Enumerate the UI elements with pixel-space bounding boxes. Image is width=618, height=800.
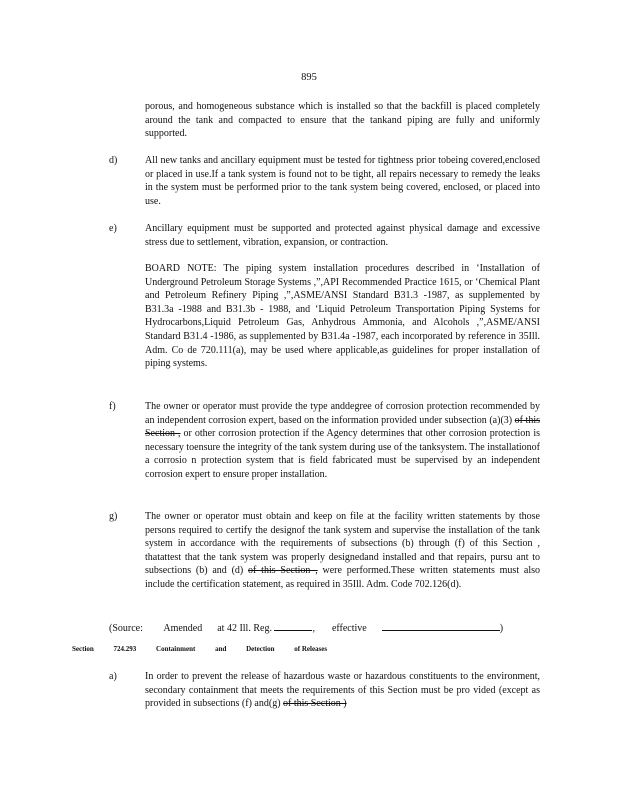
item-g-text-before: The owner or operator must obtain and keep on file at the facility written statements by those persons required to certify the designof the tank system and supervise the installation of the tank system in accordance with the requirements of subsections (b) through (f) of this Section , thatattest that the tank system was properly designedand installed and that repairs, pursu ant to subsections (b) and (d) xyxy=(145,511,540,577)
item-g-struck-text: of this Section , xyxy=(248,565,318,577)
item-f-text xyxy=(145,400,540,482)
item-a-struck-text: of this Section ) xyxy=(283,698,347,710)
item-d-label: d) xyxy=(109,155,118,166)
section-title-3: Detection xyxy=(246,645,275,653)
source-open: (Source: xyxy=(109,623,143,634)
section-heading xyxy=(72,645,345,653)
board-note: BOARD NOTE: The piping system installation procedures described in ‘Installation of Underground Petroleum Storage Systems ,”,API Recommended Practice 1615, or ‘Chemical Plant and Petroleum Refinery Piping ,”,ASME/ANSI Standard B31.3 -1987, as supplemented by B31.3a -1988 and B31.3b - 1988, and ‘Liquid Petroleum Transportation Piping Systems for Hydrocarbons,Liquid Petroleum Gas, Anhydrous Ammonia, and Alcohols ,”,ASME/ANSI Standard B31.4 -1986, as supplemented by B31.4a -1987, each incorporated by reference in 35Ill. Adm. Co de 720.111(a), may be used where applicable,as guidelines for proper installation of piping systems. xyxy=(145,263,540,370)
item-e-label: e) xyxy=(109,223,117,234)
section-title-4: of Releases xyxy=(294,645,328,653)
item-a-text xyxy=(145,670,540,711)
item-f-text-after: or other corrosion protection if the Agency determines that other corrosion protection is necessary toensure the integrity of the tank system during use of the tanksystem. The installationof a corrosio n protection system that is field fabricated must be supervised by an independent corrosion expert to ensure proper installation. xyxy=(145,428,540,480)
source-note xyxy=(109,620,549,636)
item-a-text-before: In order to prevent the release of hazardous waste or hazardous constituents to the environment, secondary containment that meets the requirements of this Section must be pro vided (except as provided in subsections (f) and(g) xyxy=(145,671,540,710)
item-e-text: Ancillary equipment must be supported and protected against physical damage and excessive stress due to settlement, vibration, expansion, or contraction. xyxy=(145,223,540,248)
source-reg-blank xyxy=(274,620,312,631)
page-number: 895 xyxy=(301,72,317,83)
item-f-label: f) xyxy=(109,401,116,412)
source-reg: at 42 Ill. Reg. xyxy=(217,623,272,634)
section-number: 724.293 xyxy=(113,645,137,653)
source-close: ) xyxy=(499,623,504,634)
continuation-paragraph: porous, and homogeneous substance which is installed so that the backfill is placed completely around the tank and compacted to ensure that the tankand piping are fully and uniformly supported. xyxy=(145,101,540,140)
section-title-1: Containment xyxy=(156,645,196,653)
item-g-label: g) xyxy=(109,511,118,522)
item-f-text-before: The owner or operator must provide the type anddegree of corrosion protection recommended by an independent corrosion expert, based on the information provided under subsection (a)(3) xyxy=(145,401,540,426)
item-a-label: a) xyxy=(109,671,117,682)
item-d-text: All new tanks and ancillary equipment must be tested for tightness prior tobeing covered,enclosed or placed in use.If a tank system is found not to be tight, all repairs necessary to remedy the leaks in the system must be performed prior to the tank system being covered, enclosed, or placed into use. xyxy=(145,155,540,207)
item-g-text xyxy=(145,510,540,592)
item-g-text-after: were performed.These written statements must also include the certification statement, as required in 35Ill. Adm. Code 702.126(d). xyxy=(145,565,541,590)
item-f-struck-text: of this Section , xyxy=(145,414,541,440)
source-effective-blank xyxy=(382,620,500,631)
section-word: Section xyxy=(72,645,94,653)
source-comma: , xyxy=(312,623,315,634)
source-amended: Amended xyxy=(163,623,203,634)
source-effective: effective xyxy=(331,623,367,634)
section-title-2: and xyxy=(215,645,227,653)
